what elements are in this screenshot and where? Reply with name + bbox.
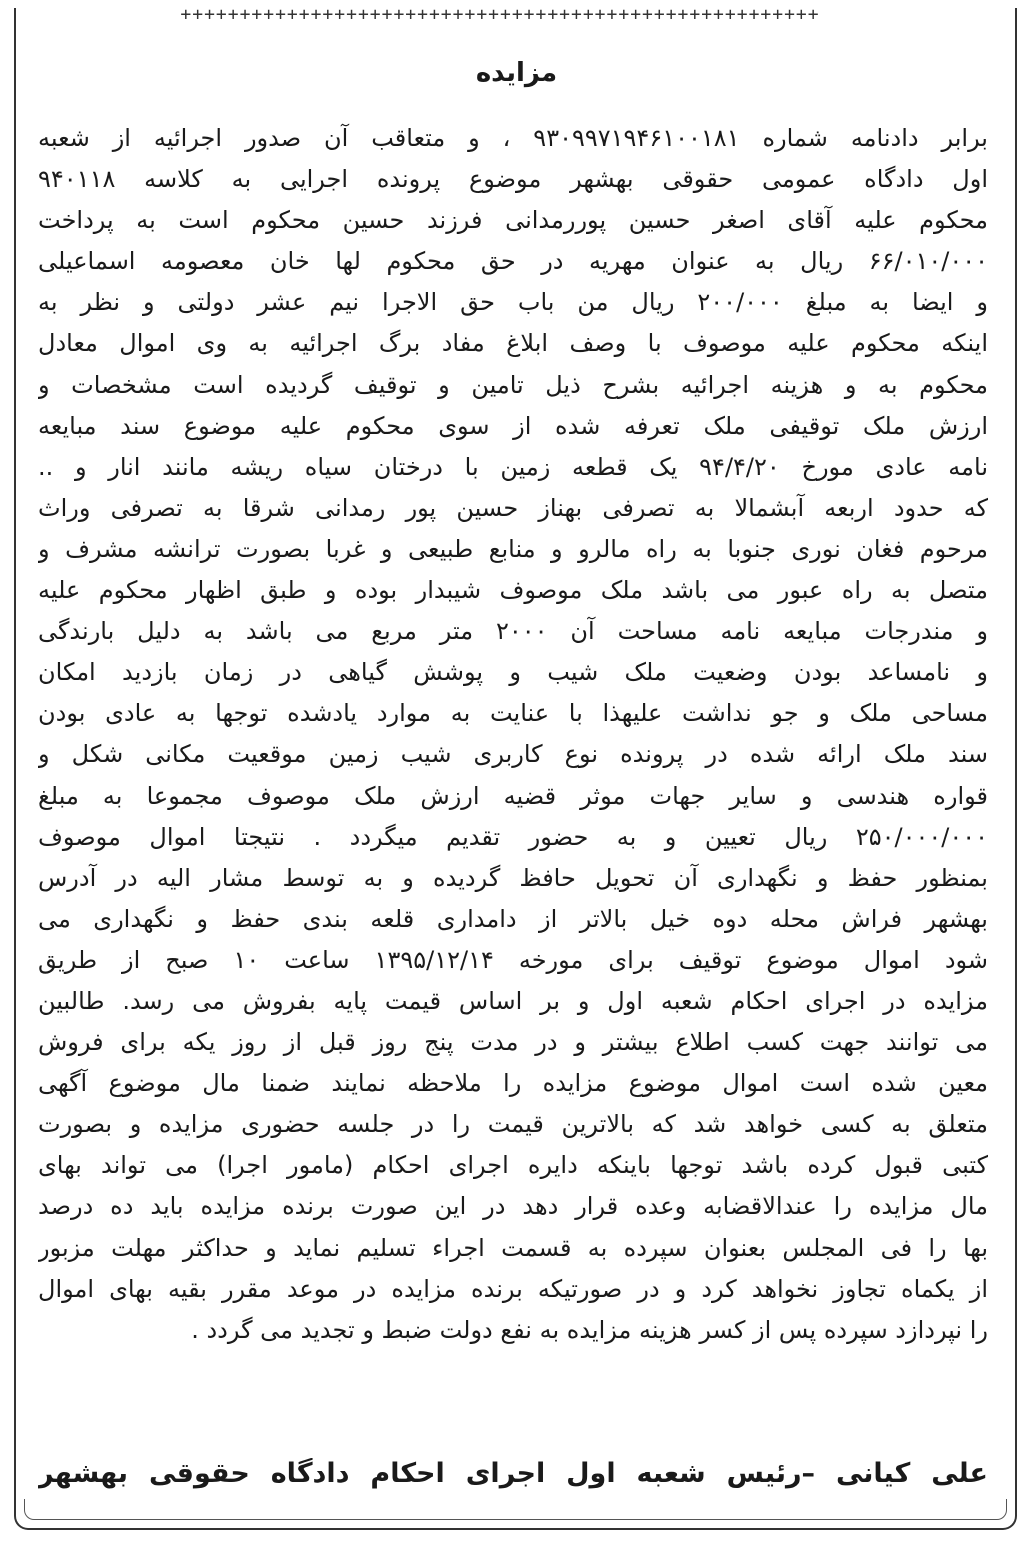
body-line: اول دادگاه عمومی حقوقی بهشهر موضوع پرونده اجرایی به کلاسه ۹۴۰۱۱۸: [38, 165, 988, 194]
body-line: متصل به راه عبور می باشد ملک موصوف شیبدار بوده و طبق اظهار محکوم علیه: [38, 576, 988, 605]
body-line: محکوم به و هزینه اجرائیه بشرح ذیل تامین و توقیف گردیده است مشخصات و: [38, 370, 988, 399]
body-line: می توانند جهت کسب اطلاع بیشتر و در مدت پنج روز قبل از روز یکه برای فروش: [38, 1028, 988, 1057]
body-line: ۶۶/۰۱۰/۰۰۰ ریال به عنوان مهریه در حق محکوم لها خان معصومه اسماعیلی: [38, 247, 988, 276]
body-line: بمنظور حفظ و نگهداری آن تحویل حافظ گردیده و به توسط مشار الیه در آدرس: [38, 863, 988, 892]
body-line: معین شده است اموال موضوع مزایده را ملاحظه نمایند ضمنا مال موضوع آگهی: [38, 1069, 988, 1098]
body-line: و ایضا به مبلغ ۲۰۰/۰۰۰ ریال من باب حق الاجرا نیم عشر دولتی و نظر به: [38, 288, 988, 317]
body-line: محکوم علیه آقای اصغر حسین پوررمدانی فرزند حسین محکوم است به پرداخت: [38, 206, 988, 235]
body-line: شود اموال موضوع توقیف برای مورخه ۱۳۹۵/۱۲/۱۴ ساعت ۱۰ صبح از طریق: [38, 945, 988, 974]
body-line: نامه عادی مورخ ۹۴/۴/۲۰ یک قطعه زمین با درختان سیاه ریشه مانند انار و ..: [38, 452, 988, 481]
body-line: برابر دادنامه شماره ۹۳۰۹۹۷۱۹۴۶۱۰۰۱۸۱ ، و متعاقب آن صدور اجرائیه از شعبه: [38, 124, 988, 152]
body-line: قواره هندسی و سایر جهات موثر قضیه ارزش ملک موصوف مجموعا به مبلغ: [38, 781, 988, 810]
signature-line: علی کیانی –رئیس شعبه اول اجرای احکام دادگاه حقوقی بهشهر: [38, 1458, 988, 1489]
notice-title: مزایده: [475, 58, 558, 88]
body-line: اینکه محکوم علیه موصوف با وصف ابلاغ مفاد برگ اجرائیه به وی اموال معادل: [38, 329, 988, 358]
body-line: مساحی ملک و جو نداشت علیهذا با عنایت به موارد یادشده توجها به عادی بودن: [38, 699, 988, 728]
body-line: ارزش ملک توقیفی ملک تعرفه شده از سوی محکوم علیه موضوع سند مبایعه: [38, 411, 988, 440]
body-line: مزایده در اجرای احکام شعبه اول و بر اساس قیمت پایه بفروش می رسد. طالبین: [38, 986, 988, 1015]
frame-inner-border: [24, 1499, 1007, 1520]
body-line: را نپردازد سپرده پس از کسر هزینه مزایده به نفع دولت ضبط و تجدید می گردد .: [191, 1315, 988, 1344]
body-line: بها را فی المجلس بعنوان سپرده به قسمت اجراء تسلیم نماید و حداکثر مهلت مزبور: [38, 1233, 988, 1262]
body-line: از یکماه تجاوز نخواهد کرد و در صورتیکه برنده مزایده در موعد مقرر بقیه بهای اموال: [38, 1274, 988, 1303]
body-line: مال مزایده را عندالاقضابه وعده قرار دهد در این صورت برنده مزایده باید ده درصد: [38, 1192, 988, 1221]
body-line: مرحوم فغان نوری جنوبا به راه مالرو و منابع طبیعی و غربا بصورت ترانشه مشرف و: [38, 534, 988, 563]
body-line: کتبی قبول کرده باشد توجها باینکه دایره اجرای احکام (مامور اجرا) می تواند بهای: [38, 1151, 988, 1180]
body-line: متعلق به کسی خواهد شد که بالاترین قیمت را در جلسه حضوری مزایده و بصورت: [38, 1110, 988, 1139]
body-line: بهشهر فراش محله دوه خیل بالاتر از دامداری قلعه بندی حفظ و نگهداری می: [38, 904, 988, 933]
body-line: و نامساعد بودن وضعیت ملک شیب و پوشش گیاهی در زمان بازدید امکان: [38, 658, 988, 687]
body-line: سند ملک ارائه شده در پرونده نوع کاربری شیب زمین موقعیت مکانی شکل و: [38, 740, 988, 769]
notice-body: [38, 118, 988, 1351]
top-divider: ++++++++++++++++++++++++++++++++++++++++++++++++++++++: [180, 4, 820, 25]
body-line: که حدود اربعه آبشمالا به تصرفی بهناز حسین پور رمدانی شرقا به تصرفی وراث: [38, 493, 988, 522]
body-line: و مندرجات مبایعه نامه مساحت آن ۲۰۰۰ متر مربع می باشد به دلیل بارندگی: [38, 617, 988, 646]
body-line: ۲۵۰/۰۰۰/۰۰۰ ریال تعیین و به حضور تقدیم میگردد . نتیجتا اموال موصوف: [38, 822, 988, 851]
